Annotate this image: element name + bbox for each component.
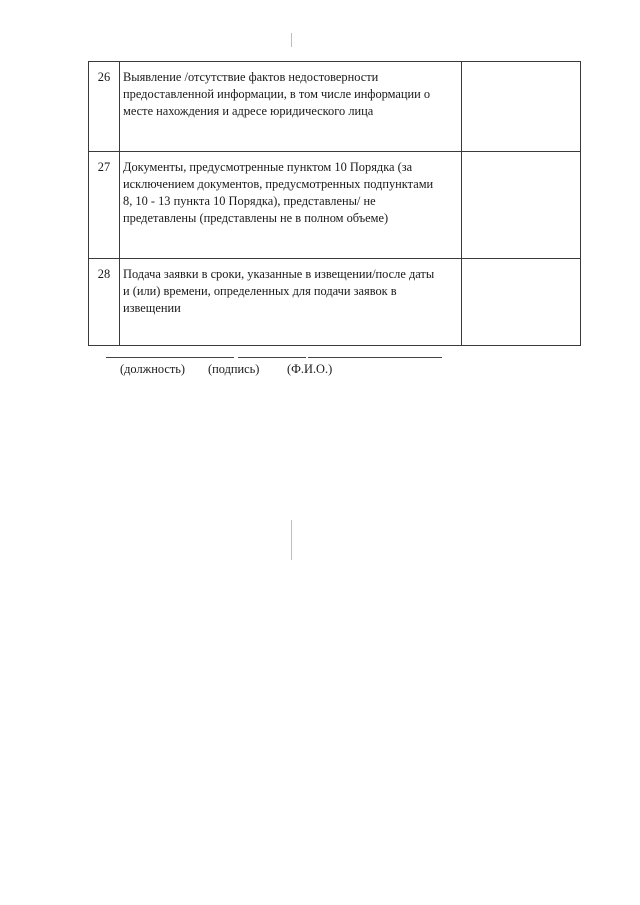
row-criterion xyxy=(120,259,462,346)
criterion-line: Выявление /отсутствие фактов недостоверности xyxy=(123,70,379,84)
criteria-table xyxy=(88,61,581,346)
criterion-line: Подача заявки в сроки, указанные в извещении/после даты xyxy=(123,267,435,281)
table-row xyxy=(89,62,581,152)
criterion-line: предоставленной информации, в том числе информации о xyxy=(123,87,431,101)
criterion-line: Документы, предусмотренные пунктом 10 Порядка (за xyxy=(123,160,413,174)
criterion-line: 8, 10 - 13 пункта 10 Порядка), представлены/ не xyxy=(123,194,376,208)
criterion-line: и (или) времени, определенных для подачи заявок в xyxy=(123,284,397,298)
row-number: 26 xyxy=(89,62,120,152)
criterion-line: извещении xyxy=(123,301,181,315)
criterion-line: предетавлены (представлены не в полном объеме) xyxy=(123,211,389,225)
position-signature-line xyxy=(106,357,234,358)
row-mark-cell xyxy=(462,152,581,259)
table-row xyxy=(89,259,581,346)
table-row xyxy=(89,152,581,259)
criterion-line: исключением документов, предусмотренных подпунктами xyxy=(123,177,434,191)
criterion-line: месте нахождения и адресе юридического лица xyxy=(123,104,374,118)
scan-artifact xyxy=(291,33,292,47)
row-mark-cell xyxy=(462,259,581,346)
scan-artifact xyxy=(291,520,292,560)
row-number: 27 xyxy=(89,152,120,259)
row-mark-cell xyxy=(462,62,581,152)
criteria-table-container xyxy=(88,61,581,346)
signature-line xyxy=(238,357,306,358)
row-number: 28 xyxy=(89,259,120,346)
row-criterion xyxy=(120,152,462,259)
position-label: (должность) xyxy=(120,362,186,376)
name-label: (Ф.И.О.) xyxy=(287,362,333,376)
row-criterion xyxy=(120,62,462,152)
signature-label: (подпись) xyxy=(208,362,260,376)
name-signature-line xyxy=(308,357,442,358)
